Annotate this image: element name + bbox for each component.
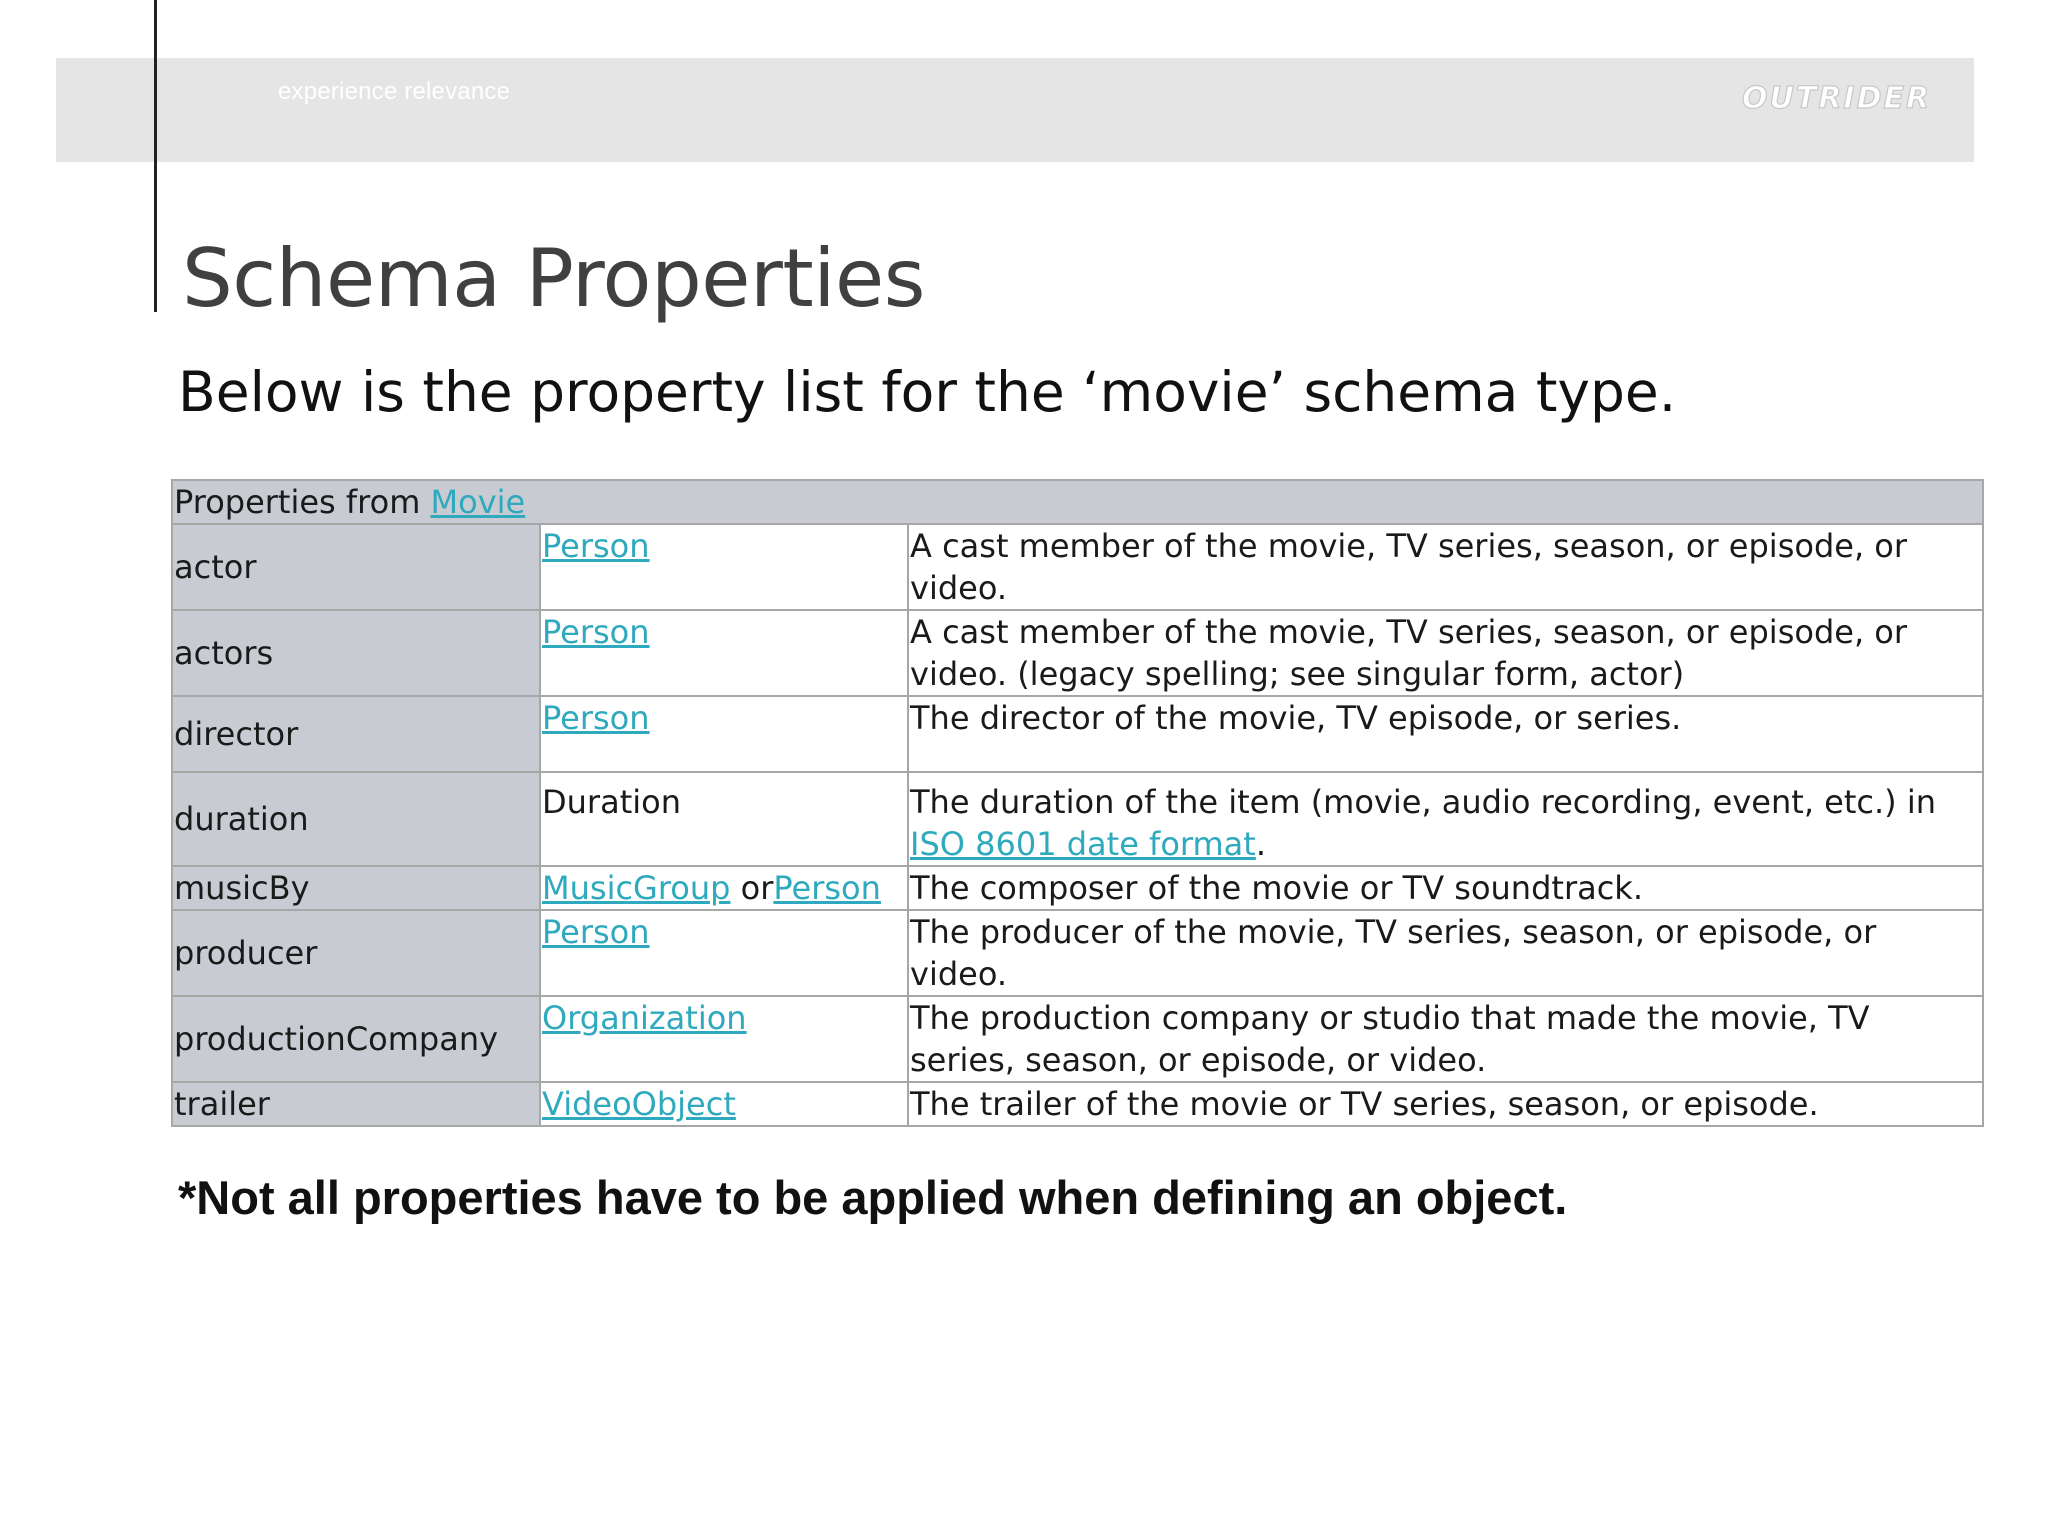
page-title: Schema Properties — [182, 232, 925, 325]
table-header-row — [172, 480, 1983, 524]
property-description-cell: The producer of the movie, TV series, season, or episode, or video. — [908, 910, 1983, 996]
table-row — [172, 1082, 1983, 1126]
property-description-cell: The trailer of the movie or TV series, season, or episode. — [908, 1082, 1983, 1126]
footnote: *Not all properties have to be applied when defining an object. — [178, 1171, 1568, 1224]
description-text-end: . — [1255, 825, 1266, 863]
property-name-cell: actors — [172, 610, 540, 696]
property-description-cell: The composer of the movie or TV soundtrack. — [908, 866, 1983, 910]
slide-subtitle: Below is the property list for the ‘movie’ schema type. — [178, 360, 1677, 424]
property-type-cell — [540, 996, 908, 1082]
movie-link[interactable]: Movie — [430, 483, 526, 521]
property-type-cell — [540, 696, 908, 772]
iso-8601-link[interactable]: ISO 8601 date format — [910, 825, 1256, 863]
type-link-videoobject[interactable]: VideoObject — [542, 1085, 736, 1123]
type-link-person[interactable]: Person — [542, 699, 650, 737]
properties-table — [171, 479, 1984, 1127]
property-type-cell — [540, 1082, 908, 1126]
type-link-person[interactable]: Person — [773, 869, 881, 907]
property-description-cell: A cast member of the movie, TV series, season, or episode, or video. — [908, 524, 1983, 610]
property-description-cell: The production company or studio that made the movie, TV series, season, or episode, or video. — [908, 996, 1983, 1082]
property-description-cell: The director of the movie, TV episode, or series. — [908, 696, 1983, 772]
table-row — [172, 610, 1983, 696]
title-accent-rule — [154, 0, 157, 312]
property-type-cell — [540, 524, 908, 610]
logo-text: OUTRIDER — [1742, 81, 1932, 114]
type-link-organization[interactable]: Organization — [542, 999, 747, 1037]
type-link-musicgroup[interactable]: MusicGroup — [542, 869, 731, 907]
type-link-person[interactable]: Person — [542, 527, 650, 565]
property-type-cell — [540, 866, 908, 910]
property-name-cell: duration — [172, 772, 540, 866]
property-name-cell: musicBy — [172, 866, 540, 910]
property-type-cell — [540, 910, 908, 996]
tagline: experience relevance — [278, 78, 511, 105]
table-header-text: Properties from — [174, 483, 431, 521]
property-description-cell — [908, 772, 1983, 866]
type-link-person[interactable]: Person — [542, 913, 650, 951]
property-name-cell: actor — [172, 524, 540, 610]
table-row — [172, 524, 1983, 610]
description-text: The duration of the item (movie, audio recording, event, etc.) in — [910, 783, 1936, 821]
property-name-cell: productionCompany — [172, 996, 540, 1082]
property-name-cell: producer — [172, 910, 540, 996]
table-row — [172, 772, 1983, 866]
type-link-person[interactable]: Person — [542, 613, 650, 651]
outrider-logo — [1740, 78, 1950, 114]
property-type-cell — [540, 610, 908, 696]
property-description-cell: A cast member of the movie, TV series, season, or episode, or video. (legacy spelling; see singular form, actor) — [908, 610, 1983, 696]
type-separator: or — [730, 869, 774, 907]
table-row — [172, 866, 1983, 910]
property-type-cell: Duration — [540, 772, 908, 866]
property-name-cell: director — [172, 696, 540, 772]
header-band — [56, 58, 1974, 162]
table-row — [172, 996, 1983, 1082]
table-row — [172, 910, 1983, 996]
table-row — [172, 696, 1983, 772]
table-header-cell — [172, 480, 1983, 524]
property-name-cell: trailer — [172, 1082, 540, 1126]
